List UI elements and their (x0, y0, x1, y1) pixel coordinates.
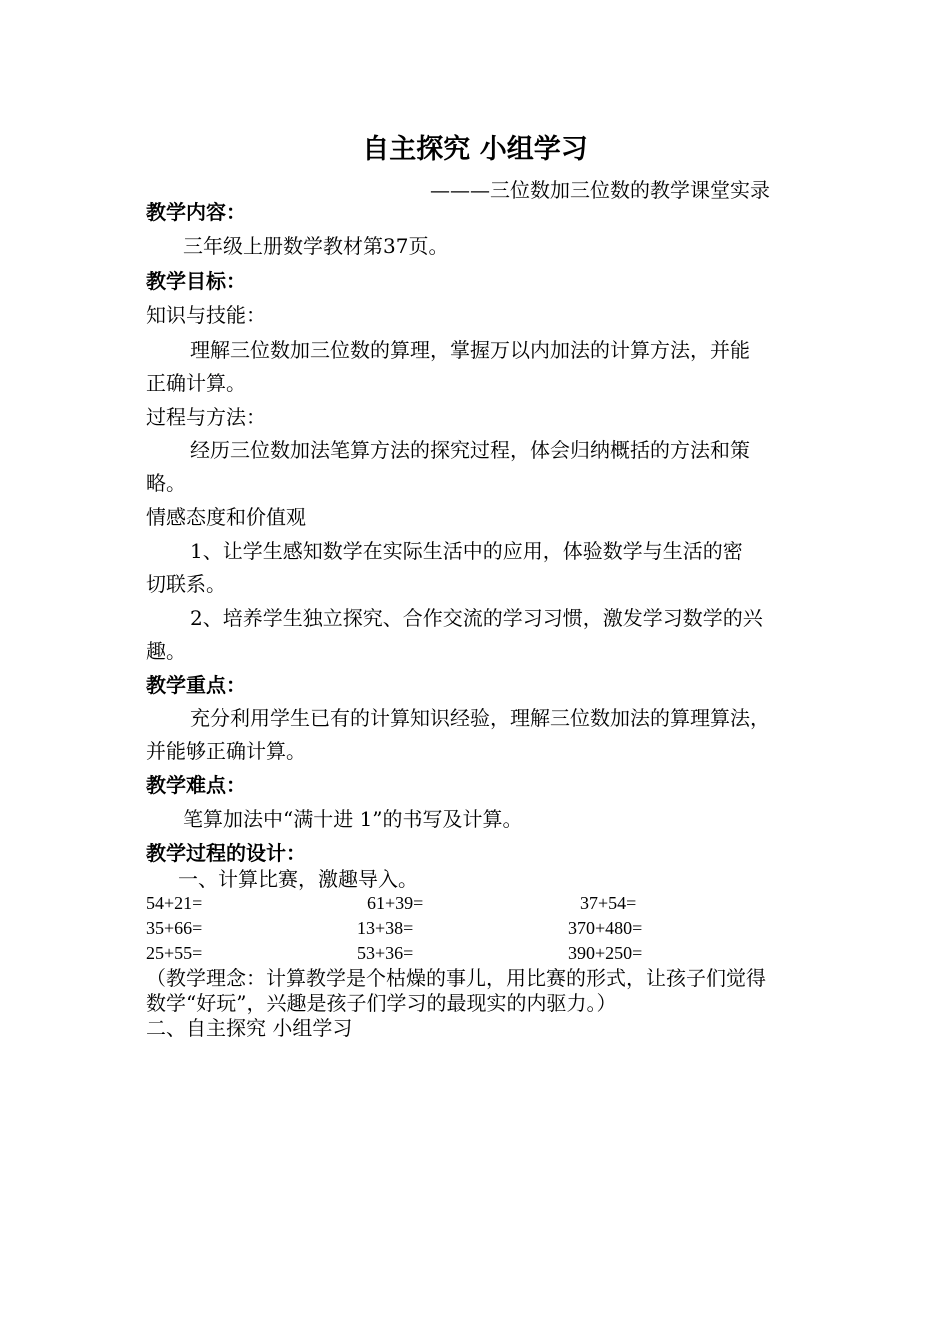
page-title: 自主探究 小组学习 (362, 134, 588, 165)
calc-item: 25+55= (146, 943, 203, 963)
teaching-note-line-1: （教学理念：计算教学是个枯燥的事儿，用比赛的形式，让孩子们觉得 (146, 966, 766, 990)
page-subtitle: ———三位数加三位数的教学课堂实录 (430, 178, 770, 202)
calc-item: 61+39= (367, 893, 424, 913)
process-line-2: 略。 (146, 471, 186, 495)
calc-item: 53+36= (357, 943, 414, 963)
emotion-2-line-1: 2、培养学生独立探究、合作交流的学习习惯，激发学习数学的兴 (190, 606, 763, 630)
calc-item: 390+250= (568, 943, 643, 963)
process-heading: 教学过程的设计： (146, 841, 306, 865)
calc-item: 13+38= (357, 918, 414, 938)
process-label: 过程与方法： (146, 405, 266, 429)
difficulties-text: 笔算加法中“满十进 1”的书写及计算。 (183, 807, 523, 831)
calc-item: 370+480= (568, 918, 643, 938)
knowledge-line-2: 正确计算。 (146, 371, 246, 395)
difficulties-heading: 教学难点： (146, 773, 246, 797)
calc-item: 54+21= (146, 893, 203, 913)
process-step-2: 二、自主探究 小组学习 (146, 1016, 353, 1040)
content-heading: 教学内容： (146, 200, 246, 224)
emotion-label: 情感态度和价值观 (146, 505, 306, 529)
process-step-1: 一、计算比赛，激趣导入。 (178, 867, 418, 891)
calc-item: 37+54= (580, 893, 637, 913)
teaching-note-line-2: 数学“好玩”，兴趣是孩子们学习的最现实的内驱力。） (146, 991, 617, 1015)
emotion-1-line-2: 切联系。 (146, 572, 226, 596)
key-points-line-1: 充分利用学生已有的计算知识经验，理解三位数加法的算理算法， (190, 706, 770, 730)
key-points-line-2: 并能够正确计算。 (146, 739, 306, 763)
goals-heading: 教学目标： (146, 269, 246, 293)
process-line-1: 经历三位数加法笔算方法的探究过程，体会归纳概括的方法和策 (190, 438, 750, 462)
key-points-heading: 教学重点： (146, 673, 246, 697)
emotion-1-line-1: 1、让学生感知数学在实际生活中的应用，体验数学与生活的密 (190, 539, 743, 563)
calc-item: 35+66= (146, 918, 203, 938)
knowledge-line-1: 理解三位数加三位数的算理，掌握万以内加法的计算方法，并能 (190, 338, 750, 362)
knowledge-label: 知识与技能： (146, 303, 266, 327)
content-text: 三年级上册数学教材第37页。 (183, 234, 449, 258)
emotion-2-line-2: 趣。 (146, 639, 186, 663)
